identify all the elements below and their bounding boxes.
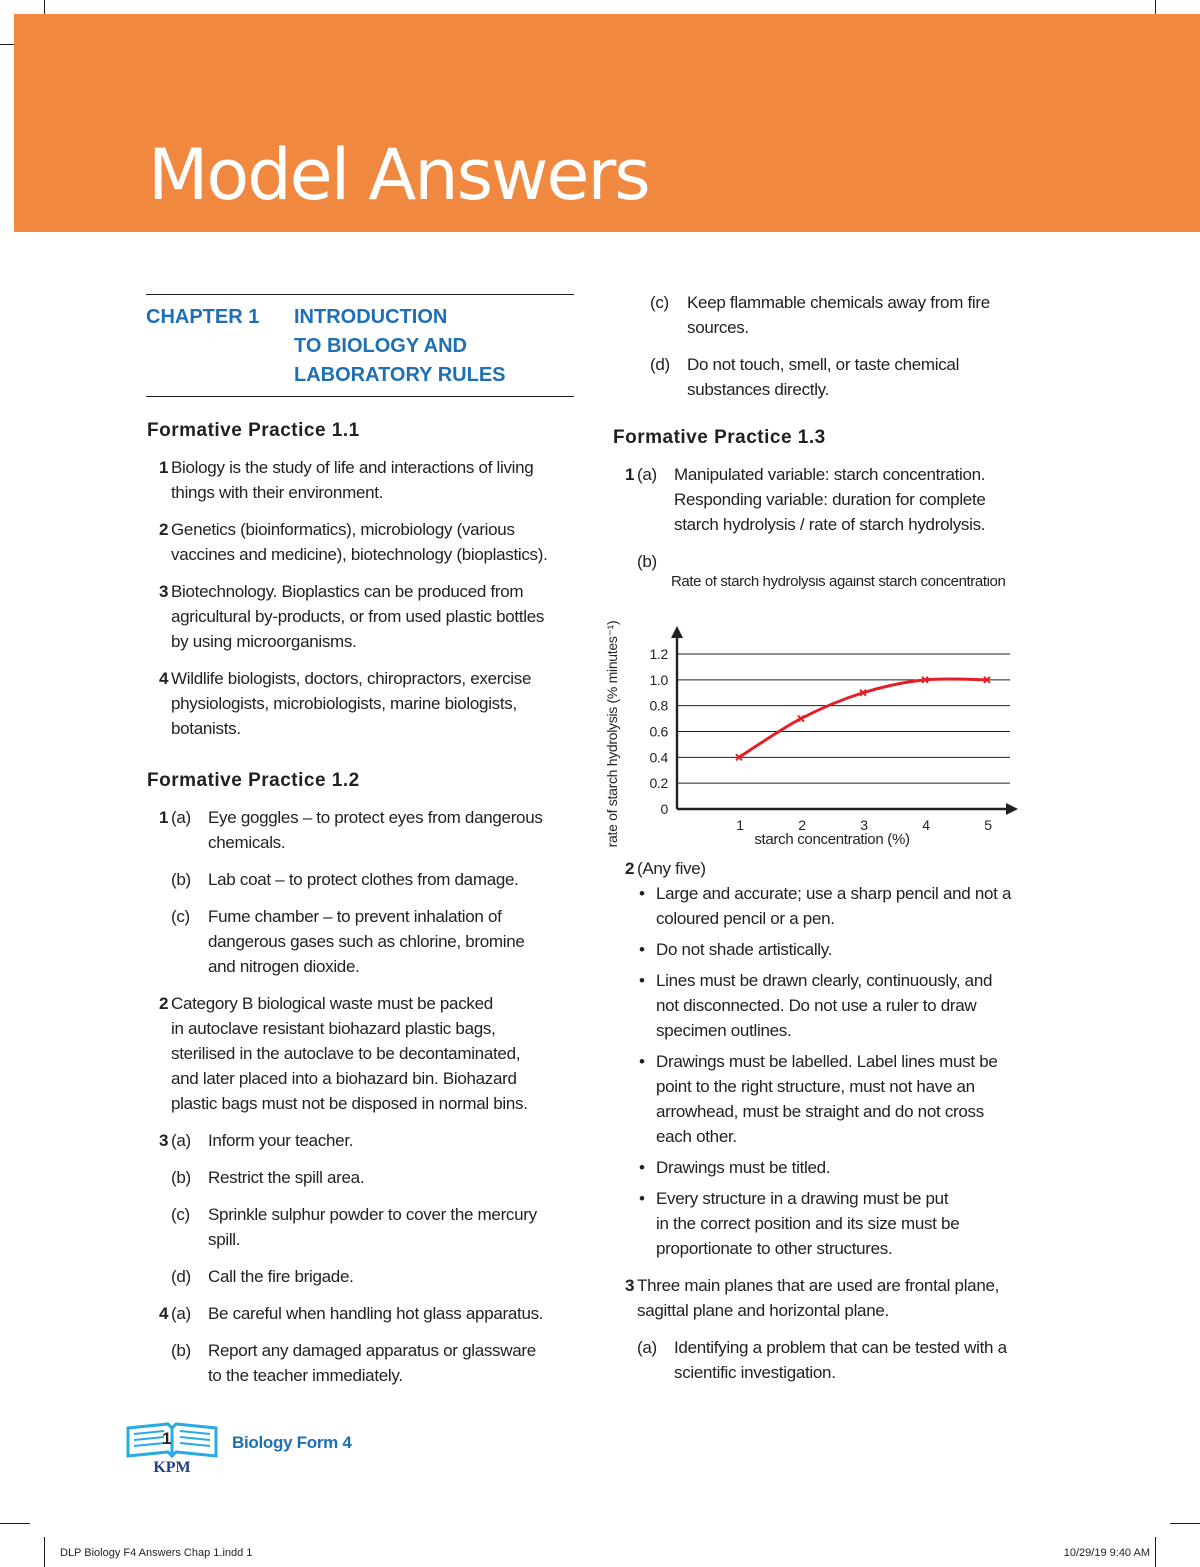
- question-number: 2: [159, 994, 169, 1013]
- bullet-item: [637, 968, 1042, 1043]
- text-line: specimen outlines.: [656, 1021, 792, 1040]
- right-column: [604, 290, 1042, 1397]
- sub-answer: [612, 352, 1042, 402]
- y-axis-label: rate of starch hydrolysis (% minutes⁻¹): [604, 620, 620, 848]
- sub-text: Be careful when handling hot glass apparatus.: [208, 1304, 544, 1323]
- sub-text: Restrict the spill area.: [208, 1168, 365, 1187]
- text-line: agricultural by-products, or from used plastic bottles: [171, 607, 545, 626]
- text-line: Three main planes that are used are frontal plane,: [637, 1276, 1000, 1295]
- sub-text: [208, 904, 574, 979]
- y-tick-label: 1.0: [649, 671, 668, 688]
- print-timestamp: 10/29/19 9:40 AM: [1063, 1547, 1150, 1559]
- question-number: 3: [159, 582, 169, 601]
- text-line: sagittal plane and horizontal plane.: [637, 1301, 889, 1320]
- text-line: Report any damaged apparatus or glassware: [208, 1341, 536, 1360]
- logo-text: KPM: [153, 1459, 191, 1476]
- y-tick-label: 0.8: [649, 697, 668, 714]
- bullet-marker: •: [639, 1052, 645, 1071]
- x-tick-label: 5: [984, 817, 992, 833]
- text-line: Every structure in a drawing must be put: [656, 1189, 949, 1208]
- text-line: not disconnected. Do not use a ruler to draw: [656, 996, 977, 1015]
- bullet-marker: •: [639, 971, 645, 990]
- bullet-marker: •: [639, 1158, 645, 1177]
- sub-label: (a): [171, 1131, 191, 1150]
- y-tick-label: 0.2: [649, 775, 668, 792]
- question-number: 4: [159, 1304, 169, 1323]
- question-number: 2: [625, 859, 635, 878]
- text-line: Manipulated variable: starch concentration.: [674, 465, 986, 484]
- chapter-header: [146, 294, 574, 397]
- sub-answer: [612, 290, 1042, 340]
- text-line: plastic bags must not be disposed in normal bins.: [171, 1094, 528, 1113]
- sub-answer: [171, 904, 574, 979]
- answer-item: [612, 856, 1042, 1261]
- sub-answer: [171, 1338, 574, 1388]
- question-number: 4: [159, 669, 169, 688]
- answer-item: [146, 1301, 574, 1388]
- text-line: Genetics (bioinformatics), microbiology (various: [171, 520, 515, 539]
- y-tick-label: 0: [660, 801, 668, 817]
- question-number: 2: [159, 520, 169, 539]
- sub-answer: [171, 1202, 574, 1252]
- text-line: Lines must be drawn clearly, continuously, and: [656, 971, 993, 990]
- bullet-item: [637, 1049, 1042, 1149]
- answer-item: [146, 517, 574, 567]
- answer-item: [146, 1128, 574, 1289]
- sub-label: (c): [171, 1205, 190, 1224]
- question-number: 3: [625, 1276, 635, 1295]
- text-line: sources.: [687, 318, 749, 337]
- sub-text: Inform your teacher.: [208, 1131, 354, 1150]
- x-tick-label: 3: [860, 817, 868, 833]
- sub-answer: [171, 1128, 574, 1153]
- text-line: proportionate to other structures.: [656, 1239, 893, 1258]
- sub-answer: [637, 1335, 1042, 1385]
- sub-answer: [637, 462, 1042, 537]
- sub-label: (d): [650, 355, 670, 374]
- answer-text: [171, 579, 574, 654]
- bullet-text: Drawings must be titled.: [656, 1158, 831, 1177]
- print-slug: DLP Biology F4 Answers Chap 1.indd 1: [60, 1547, 253, 1559]
- text-line: spill.: [208, 1230, 241, 1249]
- x-tick-label: 1: [736, 817, 744, 833]
- sub-label: (d): [171, 1267, 191, 1286]
- sub-label: (c): [650, 293, 669, 312]
- text-line: Do not touch, smell, or taste chemical: [687, 355, 960, 374]
- crop-mark: [1155, 1537, 1156, 1567]
- answer-text: [171, 666, 574, 741]
- text-line: Keep flammable chemicals away from fire: [687, 293, 990, 312]
- sub-text: [208, 867, 574, 892]
- answer-item: [146, 455, 574, 505]
- text-line: to the teacher immediately.: [208, 1366, 403, 1385]
- text-line: scientific investigation.: [674, 1363, 836, 1382]
- text-line: dangerous gases such as chlorine, bromine: [208, 932, 525, 951]
- chapter-title-line: LABORATORY RULES: [294, 364, 506, 386]
- bullet-text: [656, 968, 1042, 1043]
- question-number: 1: [159, 808, 169, 827]
- text-line: coloured pencil or a pen.: [656, 909, 835, 928]
- text-line: and nitrogen dioxide.: [208, 957, 360, 976]
- answer-text: [171, 991, 574, 1116]
- bullet-marker: •: [639, 940, 645, 959]
- text-line: Sprinkle sulphur powder to cover the mercury: [208, 1205, 537, 1224]
- left-column: [146, 294, 574, 1400]
- intro-text: (Any five): [637, 859, 706, 878]
- text-line: Responding variable: duration for complete: [674, 490, 986, 509]
- text-line: Large and accurate; use a sharp pencil and not a: [656, 884, 1012, 903]
- x-axis-arrow: [1006, 803, 1018, 815]
- x-tick-label: 2: [798, 817, 806, 833]
- answer-item: [146, 666, 574, 741]
- text-line: in autoclave resistant biohazard plastic bags,: [171, 1019, 496, 1038]
- sub-label: (b): [637, 552, 657, 571]
- bullet-marker: •: [639, 1189, 645, 1208]
- question-number: 3: [159, 1131, 169, 1150]
- answer-item: [612, 1273, 1042, 1385]
- answer-text: [637, 1273, 1042, 1385]
- answer-item: [146, 805, 574, 979]
- section-heading-fp12: Formative Practice 1.2: [147, 770, 360, 791]
- answer-text: [171, 455, 574, 505]
- text-line: things with their environment.: [171, 483, 384, 502]
- sub-label: (a): [171, 1304, 191, 1323]
- sub-answer: [171, 1165, 574, 1190]
- chart-title: Rate of starch hydrolysis against starch concentration: [671, 576, 1006, 590]
- crop-mark: [44, 1537, 45, 1567]
- bullet-marker: •: [639, 884, 645, 903]
- sub-text: [687, 290, 1042, 340]
- bullet-item: [637, 937, 1042, 962]
- line-chart: [598, 576, 1038, 854]
- x-axis-label: starch concentration (%): [754, 831, 910, 848]
- text-line: arrowhead, must be straight and do not cross: [656, 1102, 984, 1121]
- text-line: Fume chamber – to prevent inhalation of: [208, 907, 502, 926]
- sub-text: [687, 352, 1042, 402]
- text-line: Lab coat – to protect clothes from damage.: [208, 870, 519, 889]
- x-tick-label: 4: [922, 817, 930, 833]
- text-line: physiologists, microbiologists, marine biologists,: [171, 694, 517, 713]
- sub-text: [674, 1335, 1042, 1385]
- sub-answer: [171, 1301, 574, 1326]
- bullet-item: [637, 1186, 1042, 1261]
- answer-text: [171, 517, 574, 567]
- sub-text: [674, 462, 1042, 537]
- footer-book-title: Biology Form 4: [232, 1433, 352, 1452]
- sub-label: (b): [171, 870, 191, 889]
- series-line: [739, 679, 987, 757]
- sub-label: (a): [171, 808, 191, 827]
- y-axis-arrow: [671, 626, 683, 638]
- sub-label: (b): [171, 1341, 191, 1360]
- sub-answer: [171, 805, 574, 855]
- answer-text: [171, 1301, 574, 1388]
- sub-label: (a): [637, 465, 657, 484]
- text-line: Identifying a problem that can be tested with a: [674, 1338, 1007, 1357]
- crop-mark: [0, 1523, 30, 1524]
- text-line: starch hydrolysis / rate of starch hydrolysis.: [674, 515, 986, 534]
- text-line: Wildlife biologists, doctors, chiropractors, exercise: [171, 669, 532, 688]
- sub-answer: [171, 867, 574, 892]
- question-number: 1: [159, 458, 169, 477]
- question-number: 1: [625, 465, 635, 484]
- crop-mark: [1170, 1523, 1200, 1524]
- sub-text: [208, 1202, 574, 1252]
- bullet-text: [656, 881, 1042, 931]
- bullet-item: [637, 881, 1042, 931]
- sub-text: [208, 805, 574, 855]
- sub-label: (c): [171, 907, 190, 926]
- answer-text: [637, 462, 1042, 574]
- text-line: vaccines and medicine), biotechnology (bioplastics).: [171, 545, 548, 564]
- page-number: 1: [162, 1429, 172, 1448]
- chapter-title-line: INTRODUCTION: [294, 306, 448, 328]
- text-line: substances directly.: [687, 380, 830, 399]
- text-line: by using microorganisms.: [171, 632, 357, 651]
- bullet-text: [656, 1049, 1042, 1149]
- text-line: Drawings must be labelled. Label lines must be: [656, 1052, 998, 1071]
- answer-text: [171, 805, 574, 979]
- sub-answer: [637, 549, 1042, 574]
- chapter-title: [294, 303, 574, 390]
- text-line: Biotechnology. Bioplastics can be produced from: [171, 582, 524, 601]
- answer-item: [146, 991, 574, 1116]
- bullet-text: Do not shade artistically.: [656, 940, 833, 959]
- chapter-title-line: TO BIOLOGY AND: [294, 335, 467, 357]
- text-line: chemicals.: [208, 833, 286, 852]
- text-line: and later placed into a biohazard bin. Biohazard: [171, 1069, 517, 1088]
- text-line: Category B biological waste must be packed: [171, 994, 493, 1013]
- answer-item: [146, 579, 574, 654]
- bullet-item: [637, 1155, 1042, 1180]
- y-tick-label: 0.6: [649, 723, 668, 740]
- chapter-number: CHAPTER 1: [146, 306, 260, 328]
- text-line: botanists.: [171, 719, 241, 738]
- sub-text: [208, 1338, 574, 1388]
- page-title: Model Answers: [148, 134, 649, 216]
- answer-item: [612, 462, 1042, 574]
- section-heading-fp13: Formative Practice 1.3: [613, 427, 826, 448]
- answer-text: [171, 1128, 574, 1289]
- answer-text: [637, 856, 1042, 1261]
- text-line: Eye goggles – to protect eyes from dangerous: [208, 808, 543, 827]
- sub-label: (a): [637, 1338, 657, 1357]
- sub-label: (b): [171, 1168, 191, 1187]
- text-line: Biology is the study of life and interactions of living: [171, 458, 534, 477]
- text-line: sterilised in the autoclave to be decontaminated,: [171, 1044, 521, 1063]
- kpm-logo: [124, 1418, 220, 1476]
- bullet-text: [656, 1186, 1042, 1261]
- text-line: in the correct position and its size must be: [656, 1214, 960, 1233]
- text-line: each other.: [656, 1127, 737, 1146]
- y-tick-label: 1.2: [649, 646, 668, 662]
- sub-text: Call the fire brigade.: [208, 1267, 354, 1286]
- sub-answer: [171, 1264, 574, 1289]
- section-heading-fp11: Formative Practice 1.1: [147, 420, 360, 441]
- text-line: point to the right structure, must not have an: [656, 1077, 975, 1096]
- y-tick-label: 0.4: [649, 749, 668, 766]
